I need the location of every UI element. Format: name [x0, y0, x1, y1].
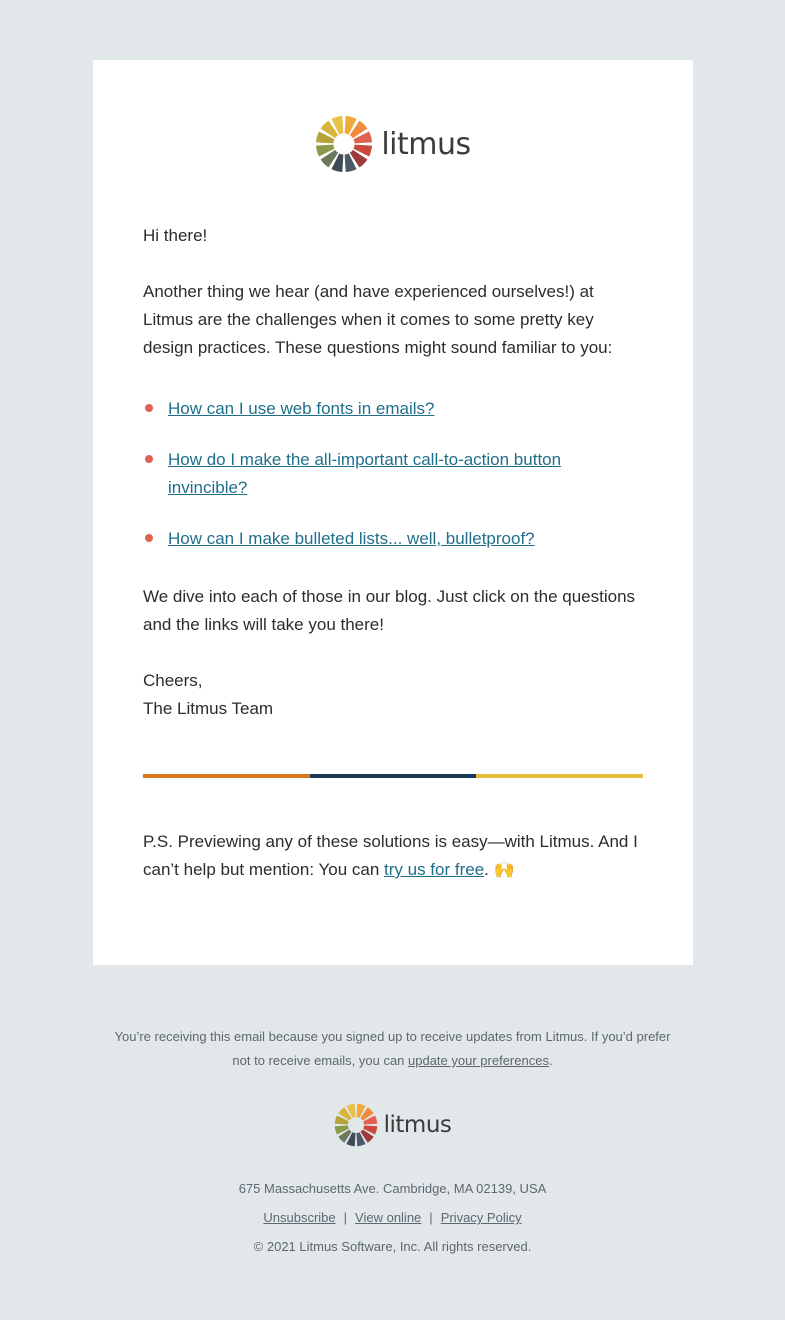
litmus-wheel-icon — [315, 115, 373, 173]
signoff: Cheers, — [143, 671, 203, 690]
footer-links — [0, 1209, 785, 1227]
bullet-dot-icon — [145, 455, 153, 463]
signature: The Litmus Team — [143, 699, 274, 718]
logo-wordmark: litmus — [383, 1112, 452, 1138]
update-preferences-link[interactable]: update your preferences — [408, 1053, 549, 1068]
logo-wordmark: litmus — [381, 126, 471, 162]
list-item — [143, 395, 643, 423]
link-separator: | — [429, 1210, 433, 1225]
divider-segment-navy — [310, 774, 477, 778]
list-item — [143, 525, 643, 553]
divider-segment-orange — [143, 774, 310, 778]
link-separator: | — [343, 1210, 348, 1225]
ps-paragraph — [143, 828, 643, 884]
color-divider — [143, 774, 643, 778]
footer-notice-suffix: . — [548, 1053, 553, 1068]
email-card — [93, 60, 693, 965]
header-logo — [93, 115, 693, 173]
question-link-web-fonts[interactable]: How can I use web fonts in emails? — [168, 399, 435, 418]
question-link-cta-button[interactable]: How do I make the all-important call-to-action button invincible? — [168, 450, 562, 497]
question-link-bulleted-lists[interactable]: How can I make bulleted lists... well, bulletproof? — [168, 529, 535, 548]
footer-copyright: © 2021 Litmus Software, Inc. All rights reserved. — [253, 1239, 532, 1254]
ps-suffix: . 🙌 — [484, 860, 515, 879]
try-free-link[interactable]: try us for free — [384, 860, 485, 879]
view-online-link[interactable]: View online — [355, 1210, 422, 1225]
bullet-dot-icon — [145, 534, 153, 542]
question-list — [143, 395, 643, 576]
footer-notice-text: You’re receiving this email because you signed up to receive updates from Litmus. If you’d prefer not to receive emails, you can — [114, 1029, 671, 1068]
privacy-policy-link[interactable]: Privacy Policy — [440, 1210, 522, 1225]
bullet-dot-icon — [145, 404, 153, 412]
list-item — [143, 446, 643, 502]
footer-notice — [0, 1025, 785, 1073]
divider-segment-yellow — [476, 774, 643, 778]
ps-text: P.S. Previewing any of these solutions is easy—with Litmus. And I can’t help but mention: You can — [143, 832, 638, 879]
unsubscribe-link[interactable]: Unsubscribe — [263, 1210, 336, 1225]
greeting: Hi there! — [143, 226, 208, 245]
footer-address: 675 Massachusetts Ave. Cambridge, MA 02139, USA — [238, 1181, 547, 1196]
litmus-wheel-icon — [334, 1103, 378, 1147]
footer-logo — [0, 1103, 785, 1147]
blog-paragraph: We dive into each of those in our blog. Just click on the questions and the links will take you there! — [143, 587, 636, 634]
intro-paragraph: Another thing we hear (and have experienced ourselves!) at Litmus are the challenges when it comes to some pretty key design practices. These questions might sound familiar to you: — [143, 282, 613, 357]
